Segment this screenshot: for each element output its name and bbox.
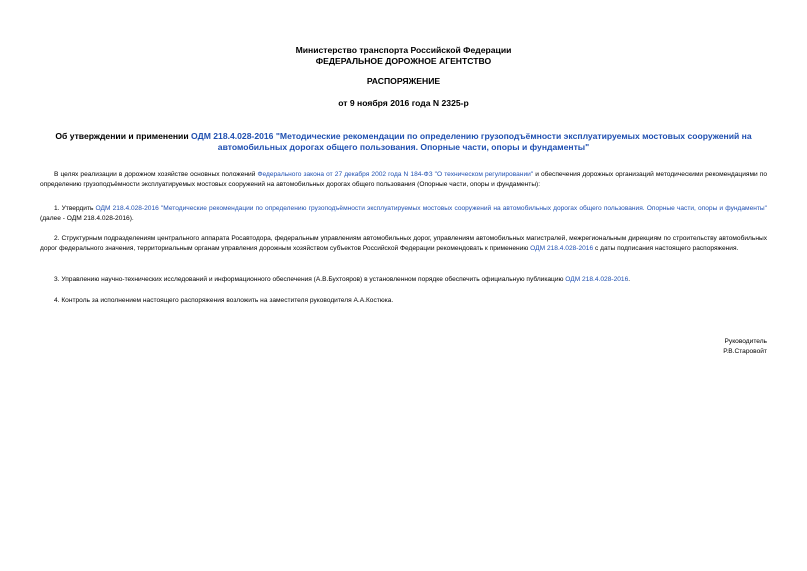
item-1-paragraph <box>40 204 767 223</box>
document-header <box>0 45 807 67</box>
document-subject <box>40 131 767 153</box>
intro-text-1: В целях реализации в дорожном хозяйстве основных положений <box>54 171 258 178</box>
item-1-text-2: (далее - ОДМ 218.4.028-2016). <box>40 214 134 222</box>
item-1-odm-link[interactable]: ОДМ 218.4.028-2016 "Методические рекомендации по определению грузоподъёмности эксплуатируемых мостовых сооружений на автомобильных дорогах общего пользования. Опорные части, опоры и фундаменты" <box>95 205 767 212</box>
signatory-role: Руководитель <box>724 338 767 345</box>
intro-text-2: и обеспечения дорожных организаций методическими рекомендациями по определению грузоподъёмности эксплуатируемых мостовых сооружений на автомобильных дорогах общего пользования (Опорные части, опоры и фундаменты): <box>40 171 768 188</box>
subject-odm-link[interactable]: ОДМ 218.4.028-2016 "Методические рекомендации по определению грузоподъёмности эксплуатируемых мостовых сооружений на автомобильных дорогах общего пользования. Опорные части, опоры и фундаменты" <box>191 131 752 152</box>
item-3-odm-link[interactable]: ОДМ 218.4.028-2016 <box>565 276 629 283</box>
item-2-text-2: с даты подписания настоящего распоряжения. <box>593 244 739 252</box>
item-1-text-1: 1. Утвердить <box>54 205 96 212</box>
item-4-paragraph <box>40 296 767 306</box>
signatory-name: Р.В.Старовойт <box>723 348 767 355</box>
item-2-paragraph <box>40 234 767 253</box>
document-date: от 9 ноября 2016 года N 2325-р <box>338 98 469 108</box>
document-type: РАСПОРЯЖЕНИЕ <box>366 76 441 86</box>
item-2-odm-link[interactable]: ОДМ 218.4.028-2016 <box>530 244 594 252</box>
item-4-text: 4. Контроль за исполнением настоящего распоряжения возложить на заместителя руководителя А.А.Костюка. <box>54 297 394 304</box>
federal-law-link[interactable]: Федерального закона от 27 декабря 2002 года N 184-ФЗ "О техническом регулировании" <box>257 171 534 178</box>
item-3-text-1: 3. Управлению научно-технических исследований и информационного обеспечения (А.В.Бухтояров) в установленном порядке обеспечить официальную публикацию <box>54 276 566 283</box>
intro-paragraph <box>40 170 767 189</box>
signature-block <box>723 337 767 357</box>
item-3-text-2: . <box>628 276 631 283</box>
item-3-paragraph <box>40 275 767 285</box>
agency-name: ФЕДЕРАЛЬНОЕ ДОРОЖНОЕ АГЕНТСТВО <box>315 56 492 66</box>
ministry-name: Министерство транспорта Российской Федерации <box>295 45 512 55</box>
item-2-text-1: 2. Структурным подразделениям центрального аппарата Росавтодора, федеральным управлениям автомобильных дорог, управлениям автомобильных магистралей, межрегиональным дирекциям по строительству автомобильных дорог федерального значения, территориальным органам управления дорожным хозяйством субъектов Российской Федерации рекомендовать к применению <box>40 235 767 252</box>
subject-prefix: Об утверждении и применении <box>55 131 192 141</box>
